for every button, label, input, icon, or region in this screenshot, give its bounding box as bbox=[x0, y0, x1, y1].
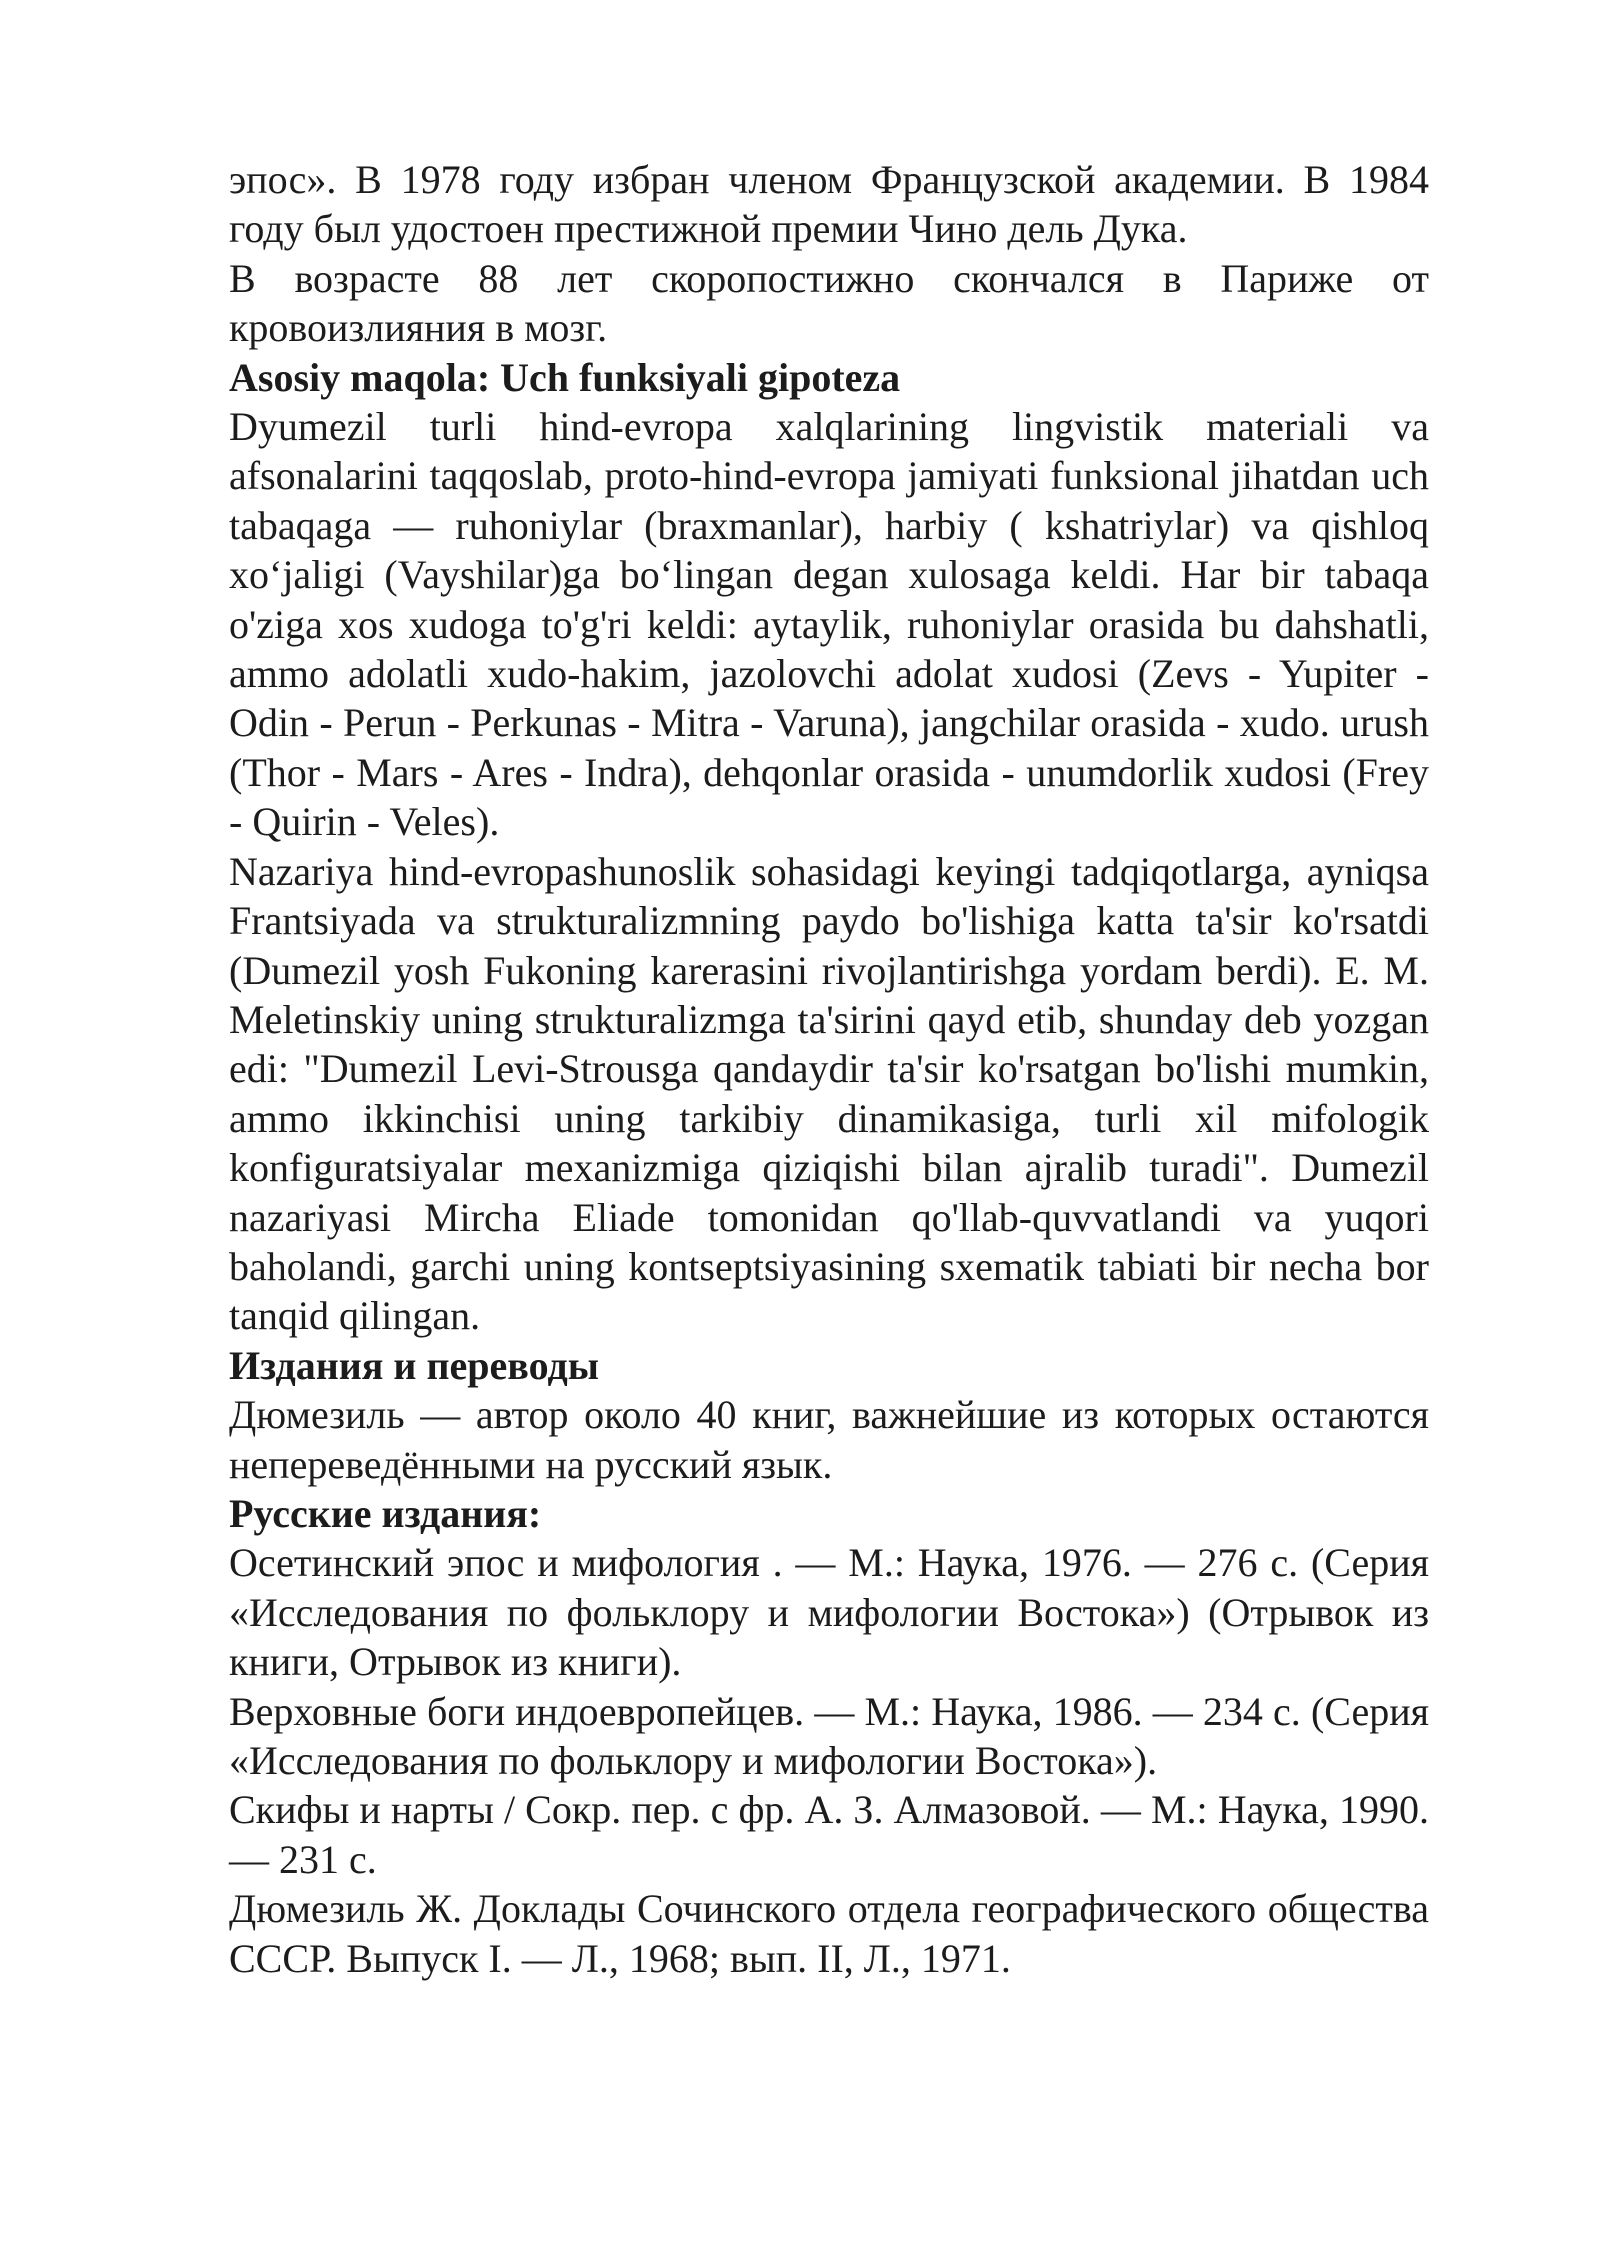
heading-russian-editions: Русские издания: bbox=[229, 1490, 542, 1536]
bibliography-entry: Дюмезиль Ж. Доклады Сочинского отдела географического общества СССР. Выпуск I. — Л., 1968; вып. II, Л., 1971. bbox=[229, 1886, 1429, 1981]
paragraph-hypothesis-1: Dyumezil turli hind-evropa xalqlarining lingvistik materiali va afsonalarini taqqoslab, proto-hind-evropa jamiyati funksional jihatdan uch tabaqaga — ruhoniylar (braxmanlar), harbiy ( kshatriylar) va qishloq xoʻjaligi (Vayshilar)ga boʻlingan degan xulosaga keldi. Har bir tabaqa o'ziga xos xudoga to'g'ri keldi: aytaylik, ruhoniylar orasida bu dahshatli, ammo adolatli xudo-hakim, jazolovchi adolat xudosi (Zevs - Yupiter - Odin - Perun - Perkunas - Mitra - Varuna), jangchilar orasida - xudo. urush (Thor - Mars - Ares - Indra), dehqonlar orasida - unumdorlik xudosi (Frey - Quirin - Veles). bbox=[229, 404, 1429, 845]
heading-three-function-hypothesis: Asosiy maqola: Uch funksiyali gipoteza bbox=[229, 354, 901, 400]
bibliography-entry: Скифы и нарты / Сокр. пер. с фр. А. З. Алмазовой. — М.: Наука, 1990. — 231 с. bbox=[229, 1787, 1429, 1882]
paragraph-intro-1: эпос». В 1978 году избран членом Французской академии. В 1984 году был удостоен престижной премии Чино дель Дука. bbox=[229, 157, 1429, 252]
bibliography-entry: Верховные боги индоевропейцев. — М.: Наука, 1986. — 234 с. (Серия «Исследования по фольклору и мифологии Востока»). bbox=[229, 1688, 1429, 1783]
document-page bbox=[229, 155, 1429, 1983]
heading-editions-translations: Издания и переводы bbox=[229, 1342, 599, 1388]
paragraph-intro-2: В возрасте 88 лет скоропостижно скончался в Париже от кровоизлияния в мозг. bbox=[229, 255, 1429, 351]
bibliography-entry: Осетинский эпос и мифология . — М.: Наука, 1976. — 276 с. (Серия «Исследования по фольклору и мифологии Востока») (Отрывок из книги, Отрывок из книги). bbox=[229, 1540, 1429, 1685]
paragraph-hypothesis-2: Nazariya hind-evropashunoslik sohasidagi keyingi tadqiqotlarga, ayniqsa Frantsiyada va strukturalizmning paydo bo'lishiga katta ta'sir ko'rsatdi (Dumezil yosh Fukoning karerasini rivojlantirishga yordam berdi). E. M. Meletinskiy uning strukturalizmga ta'sirini qayd etib, shunday deb yozgan edi: "Dumezil Levi-Strousga qandaydir ta'sir ko'rsatgan bo'lishi mumkin, ammo ikkinchisi uning tarkibiy dinamikasiga, turli xil mifologik konfiguratsiyalar mexanizmiga qiziqishi bilan ajralib turadi". Dumezil nazariyasi Mircha Eliade tomonidan qo'llab-quvvatlandi va yuqori baholandi, garchi uning kontseptsiyasining sxematik tabiati bir necha bor tanqid qilingan. bbox=[229, 848, 1429, 1339]
paragraph-editions-1: Дюмезиль — автор около 40 книг, важнейшие из которых остаются непереведёнными на русский язык. bbox=[229, 1392, 1429, 1487]
